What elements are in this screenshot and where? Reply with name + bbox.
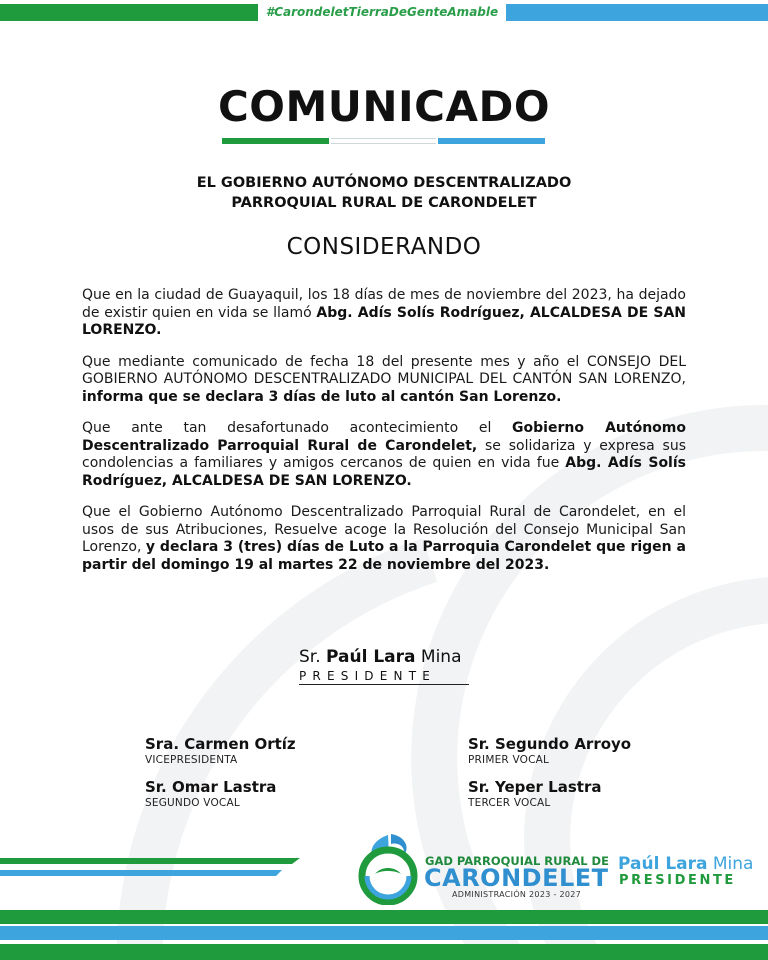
member-role: TERCER VOCAL (468, 797, 551, 809)
member-role: SEGUNDO VOCAL (145, 797, 240, 809)
paragraph-2 (82, 354, 686, 407)
president-name (299, 647, 469, 667)
paragraph-3-text-b: se solidariza y expresa sus condolencias a familiares y amigos cercanos de quien en vida fue (82, 437, 687, 471)
president-first-name: Paúl Lara (326, 647, 416, 667)
title-underline-blue (438, 138, 545, 144)
title-underline-white (331, 138, 436, 144)
president-signature (299, 647, 469, 685)
carondelet-logo-icon (353, 830, 423, 905)
paragraph-1 (82, 287, 686, 340)
paragraph-2-bold: informa que se declara 3 días de luto al cantón San Lorenzo. (82, 388, 562, 405)
entity-line-2: PARROQUIAL RURAL DE CARONDELET (231, 195, 537, 211)
communique-body (82, 287, 686, 588)
page-title: COMUNICADO (217, 82, 551, 131)
left-stripes (0, 858, 300, 880)
member-primer-vocal (468, 735, 631, 766)
title-underline-green (222, 138, 329, 144)
bottom-band (0, 910, 768, 960)
paragraph-4-bold: y declara 3 (tres) días de Luto a la Parroquia Carondelet que rigen a partir del domingo 19 al martes 22 de noviembre del 2023. (82, 539, 686, 573)
member-role: PRIMER VOCAL (468, 754, 550, 766)
paragraph-2-text: Que mediante comunicado de fecha 18 del presente mes y año el CONSEJO DEL GOBIERNO AUTÓNOMO DESCENTRALIZADO MUNICIPAL DEL CANTÓN SAN LORENZO, (82, 353, 686, 387)
president-role: PRESIDENTE (299, 669, 469, 685)
brand-president-name (618, 854, 753, 874)
gad-name: CARONDELET (424, 864, 609, 892)
member-name: Sr. Yeper Lastra (468, 778, 602, 796)
member-vicepresidenta (145, 735, 296, 766)
section-heading: CONSIDERANDO (286, 234, 482, 260)
brand-last-name: Mina (707, 854, 754, 874)
paragraph-3 (82, 420, 686, 490)
president-prefix: Sr. (299, 647, 327, 667)
header-green-band (0, 4, 258, 21)
member-name: Sra. Carmen Ortíz (145, 735, 296, 753)
header-blue-band (506, 4, 768, 21)
gad-label: GAD PARROQUIAL RURAL DE (425, 854, 609, 868)
hashtag-text: #CarondeletTierraDeGenteAmable (265, 5, 499, 19)
paragraph-4 (82, 504, 686, 574)
paragraph-4-text: Que el Gobierno Autónomo Descentralizado Parroquial Rural de Carondelet, en el usos de sus Atribuciones, Resuelve acoge la Resolución del Consejo Municipal San Lorenzo, (82, 504, 686, 555)
issuing-entity (0, 173, 768, 213)
paragraph-1-text: Que en la ciudad de Guayaquil, los 18 días de mes de noviembre del 2023, ha dejado de existir quien en vida se llamó (82, 287, 686, 321)
gad-administration: ADMINISTRACIÓN 2023 - 2027 (452, 890, 582, 899)
entity-line-1: EL GOBIERNO AUTÓNOMO DESCENTRALIZADO (196, 175, 572, 191)
member-segundo-vocal (145, 778, 276, 809)
brand-first-name: Paúl Lara (618, 854, 708, 874)
paragraph-3-text-a: Que ante tan desafortunado acontecimiento el (82, 420, 513, 436)
paragraph-3-bold-a: Gobierno Autónomo Descentralizado Parroquial Rural de Carondelet, (82, 420, 686, 454)
brand-president-role: PRESIDENTE (619, 873, 736, 888)
paragraph-1-bold: Abg. Adís Solís Rodríguez, ALCALDESA DE SAN LORENZO. (82, 304, 687, 338)
member-name: Sr. Omar Lastra (145, 778, 277, 796)
paragraph-3-bold-b: Abg. Adís Solís Rodríguez, ALCALDESA DE SAN LORENZO. (82, 455, 686, 489)
member-tercer-vocal (468, 778, 601, 809)
president-last-name: Mina (415, 647, 462, 667)
member-role: VICEPRESIDENTA (145, 754, 238, 766)
member-name: Sr. Segundo Arroyo (468, 735, 632, 753)
